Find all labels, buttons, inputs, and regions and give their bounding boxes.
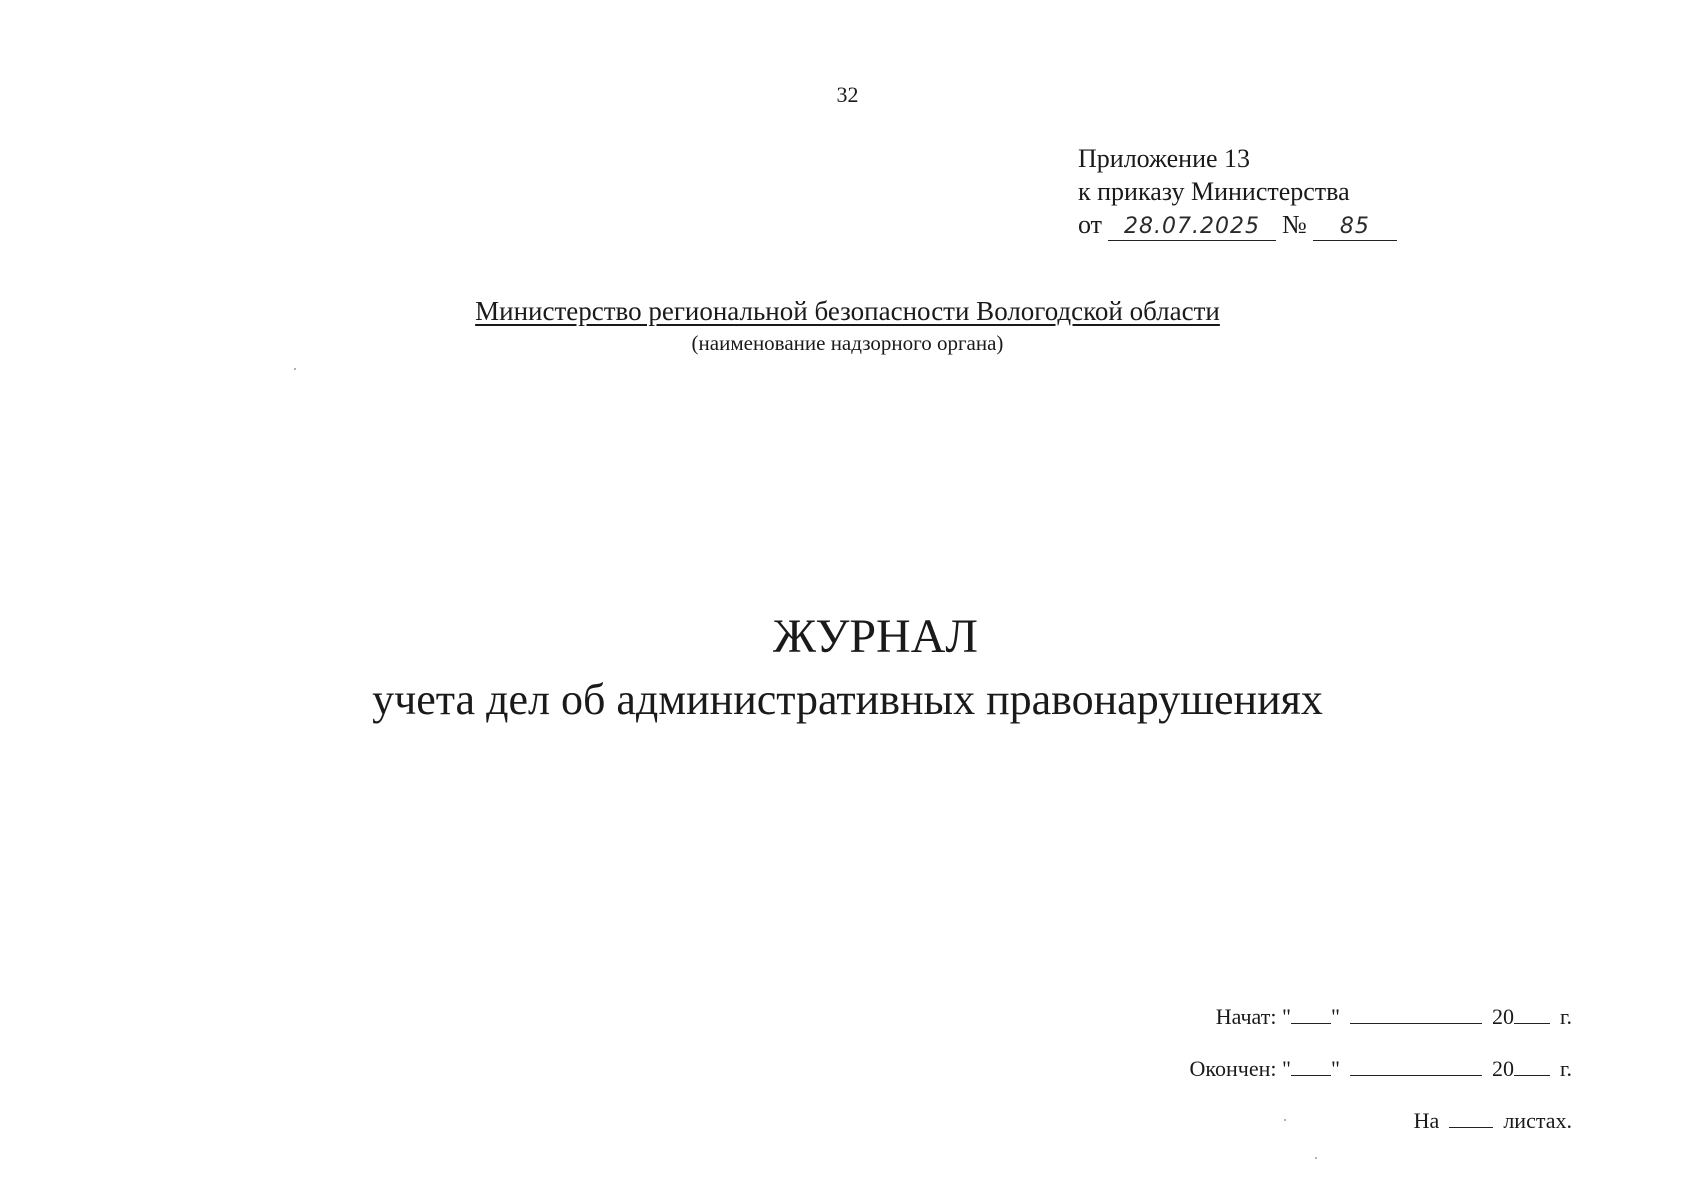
handwritten-date: 28.07.2025 xyxy=(1108,214,1276,241)
started-year-blank xyxy=(1514,1003,1550,1024)
ended-row xyxy=(1190,1054,1572,1084)
ended-year-blank xyxy=(1514,1055,1550,1076)
ended-month-blank xyxy=(1350,1055,1482,1076)
ended-year-suffix: г. xyxy=(1559,1056,1572,1081)
scan-speck xyxy=(1315,1157,1317,1159)
ended-day-blank xyxy=(1291,1055,1331,1076)
started-month-blank xyxy=(1350,1003,1482,1024)
sheets-prefix: На xyxy=(1413,1108,1440,1133)
ended-year-prefix: 20 xyxy=(1491,1056,1514,1081)
sheets-suffix: листах. xyxy=(1503,1108,1572,1133)
started-label: Начат: " xyxy=(1215,1004,1291,1029)
agency-name: Министерство региональной безопасности Вологодской области xyxy=(475,296,1220,326)
scan-speck xyxy=(1284,1119,1286,1121)
started-row xyxy=(1190,1002,1572,1032)
footer-fields xyxy=(1190,1002,1572,1136)
ended-label: Окончен: " xyxy=(1189,1056,1291,1081)
appendix-date-number-line xyxy=(1078,208,1397,241)
ended-quote-close: " xyxy=(1330,1056,1340,1081)
agency-caption: (наименование надзорного органа) xyxy=(691,331,1004,355)
handwritten-number: 85 xyxy=(1313,214,1397,241)
journal-title: ЖУРНАЛ xyxy=(773,610,978,663)
number-label: № xyxy=(1282,210,1307,239)
started-year-suffix: г. xyxy=(1559,1004,1572,1029)
sheets-count-blank xyxy=(1449,1107,1493,1128)
agency-block xyxy=(0,296,1695,356)
journal-title-block xyxy=(0,607,1695,729)
started-year-prefix: 20 xyxy=(1491,1004,1514,1029)
started-day-blank xyxy=(1291,1003,1331,1024)
appendix-title: Приложение 13 xyxy=(1078,144,1251,173)
page-number: 32 xyxy=(836,82,859,107)
journal-subtitle: учета дел об административных правонарушениях xyxy=(372,675,1323,724)
appendix-block xyxy=(1078,142,1397,241)
appendix-order-ref: к приказу Министерства xyxy=(1078,177,1350,206)
started-quote-close: " xyxy=(1330,1004,1340,1029)
sheets-row xyxy=(1190,1106,1572,1136)
scan-speck xyxy=(294,368,296,370)
from-label: от xyxy=(1078,210,1103,239)
